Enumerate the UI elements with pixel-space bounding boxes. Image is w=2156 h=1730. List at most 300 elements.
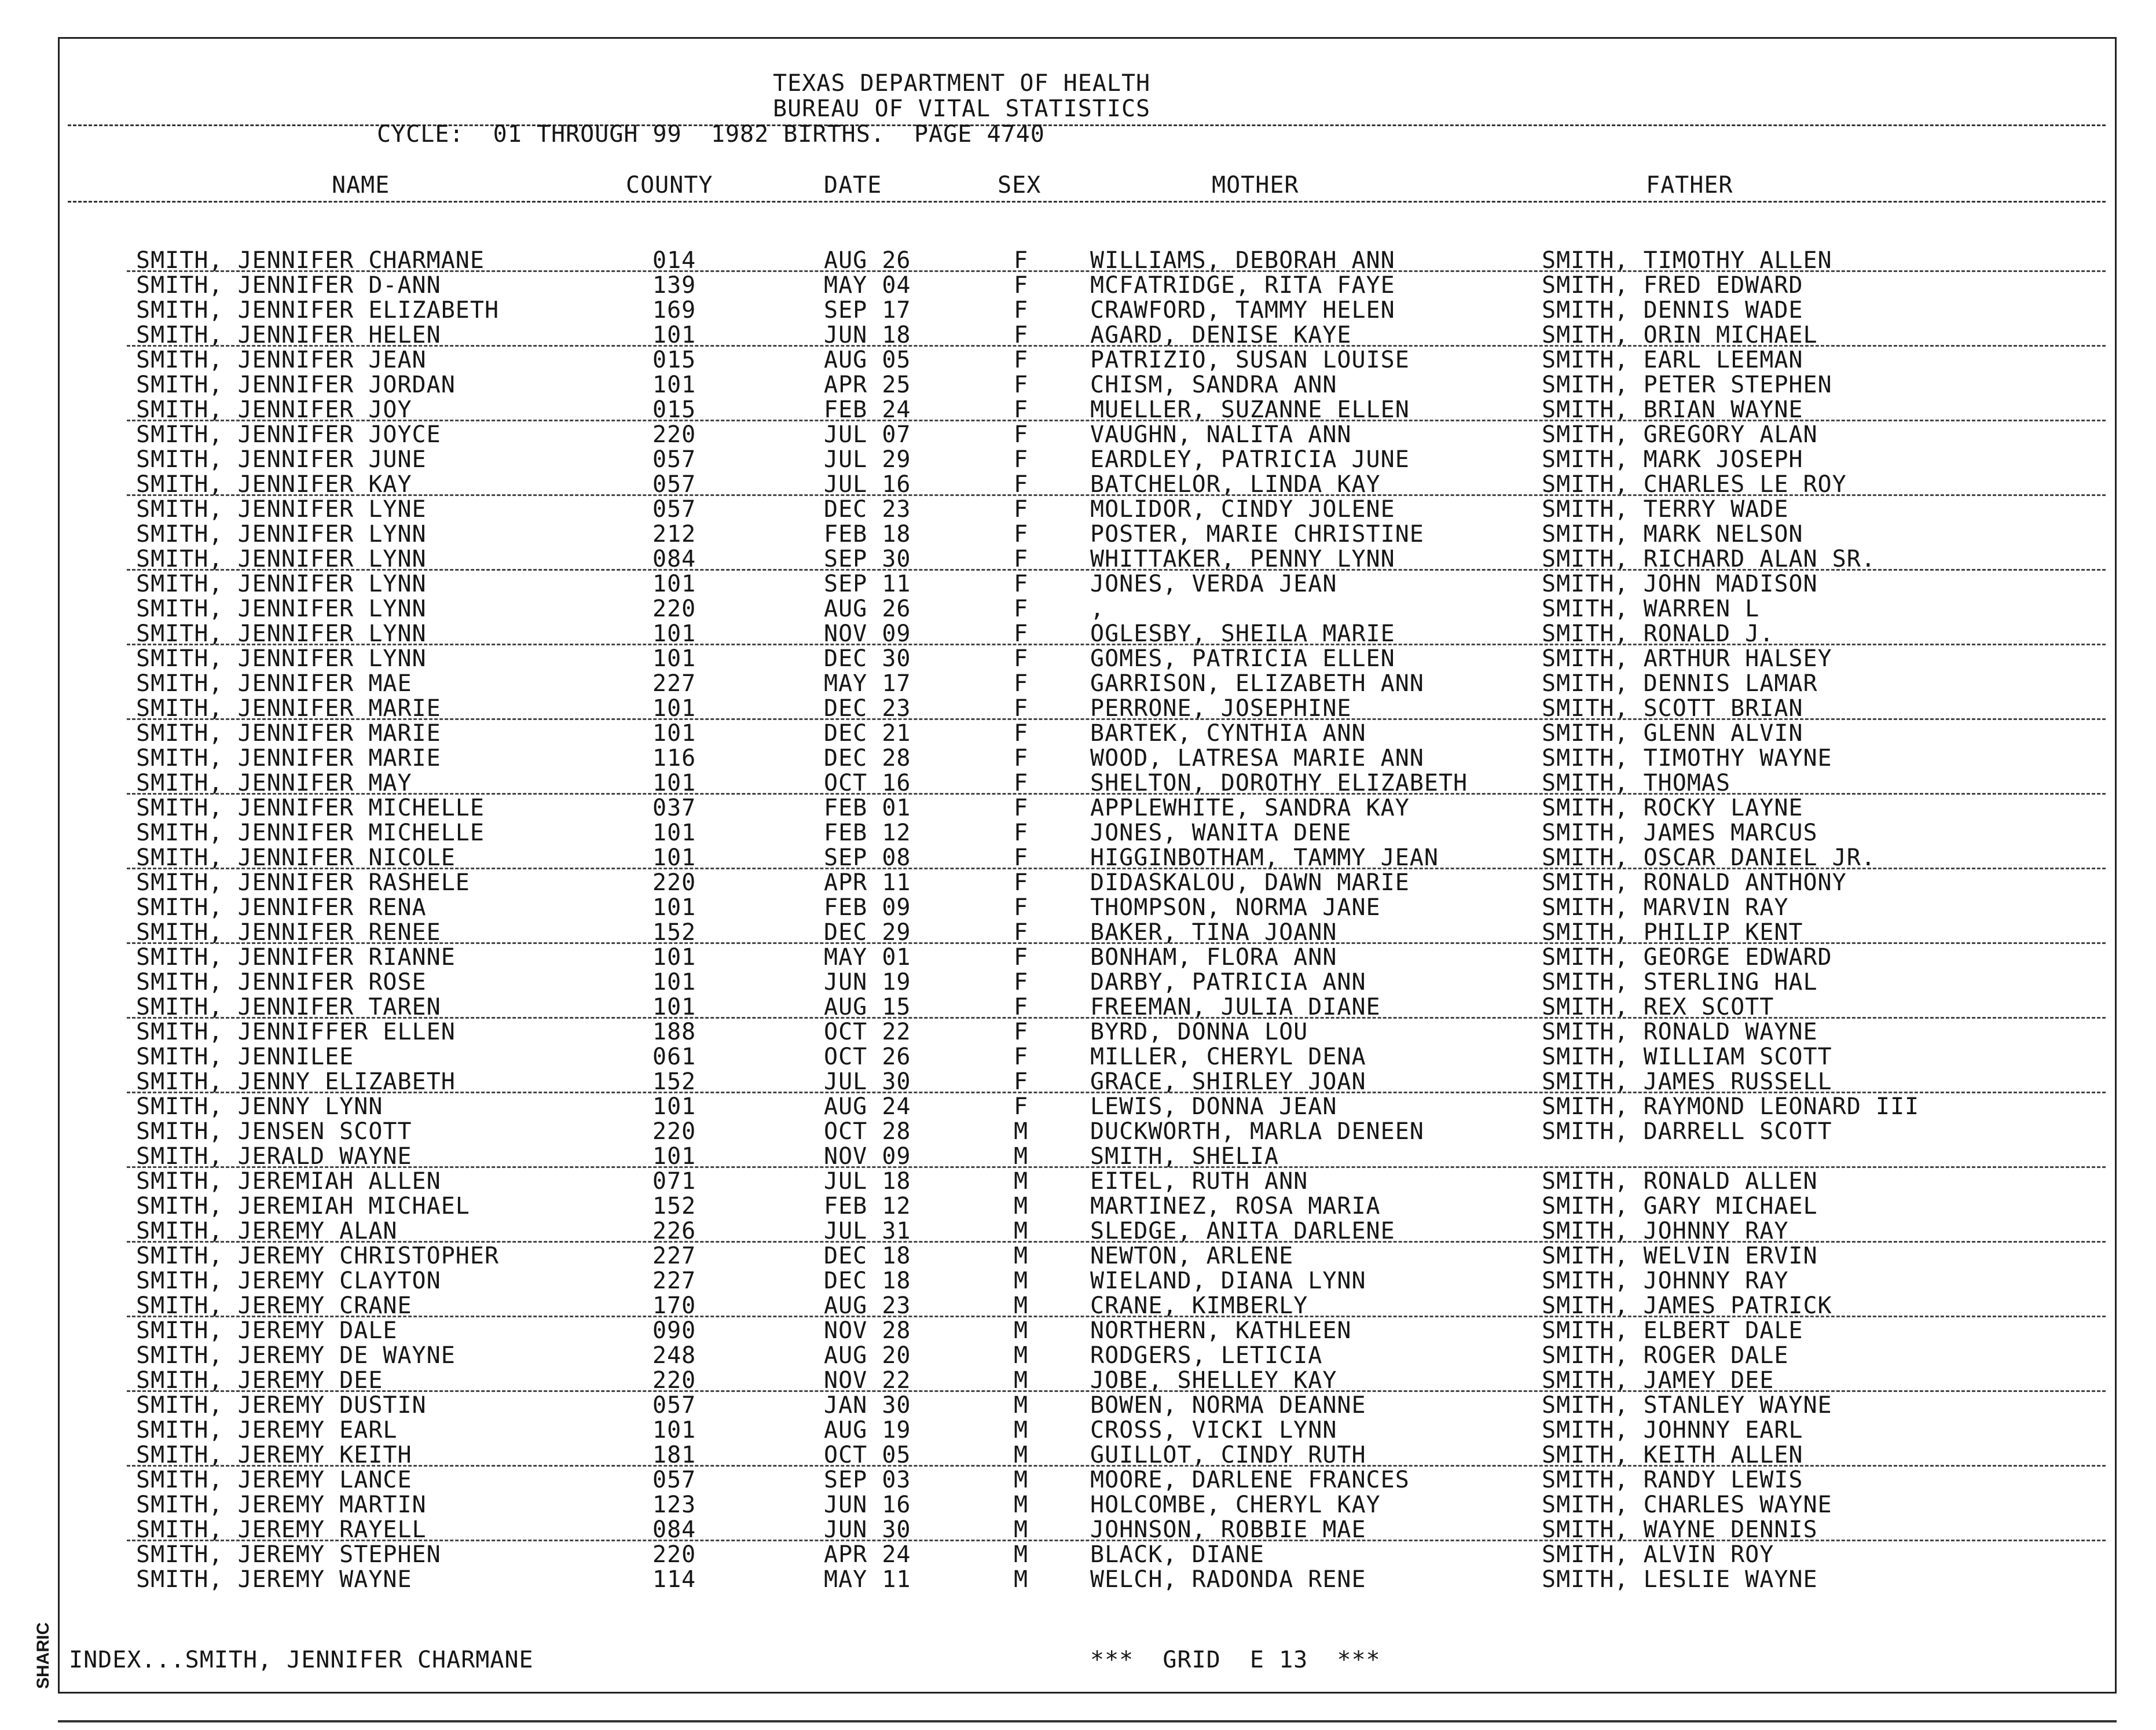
- cell-sex: F: [1014, 1068, 1029, 1095]
- cell-date: MAY 04: [824, 272, 911, 299]
- cell-county: 101: [652, 944, 696, 971]
- cell-name: SMITH, JERALD WAYNE: [136, 1143, 412, 1170]
- cell-father: SMITH, RONALD J.: [1542, 620, 1774, 647]
- cell-county: 057: [652, 1467, 696, 1493]
- cell-mother: BOWEN, NORMA DEANNE: [1090, 1392, 1366, 1419]
- cell-father: SMITH, STANLEY WAYNE: [1542, 1392, 1832, 1419]
- cell-mother: DARBY, PATRICIA ANN: [1090, 969, 1366, 996]
- side-label: SHARIC: [34, 1622, 53, 1689]
- table-row: [60, 796, 2118, 821]
- cell-sex: F: [1014, 396, 1029, 423]
- table-row: [60, 1468, 2118, 1493]
- cell-date: APR 25: [824, 372, 911, 398]
- cell-date: AUG 19: [824, 1417, 911, 1443]
- cell-name: SMITH, JENNIFER LYNN: [136, 620, 427, 647]
- cell-mother: WHITTAKER, PENNY LYNN: [1090, 546, 1395, 572]
- cell-mother: GOMES, PATRICIA ELLEN: [1090, 645, 1395, 672]
- table-row: [60, 472, 2118, 497]
- cell-county: 101: [652, 1143, 696, 1170]
- cell-date: JUL 31: [824, 1218, 911, 1244]
- cell-mother: DUCKWORTH, MARLA DENEEN: [1090, 1118, 1424, 1145]
- table-row: [60, 1119, 2118, 1144]
- table-row: [60, 547, 2118, 572]
- cell-father: SMITH, STERLING HAL: [1542, 969, 1818, 996]
- cell-father: SMITH, GARY MICHAEL: [1542, 1193, 1818, 1220]
- column-header-county: COUNTY: [626, 172, 713, 199]
- cell-mother: SMITH, SHELIA: [1090, 1143, 1279, 1170]
- cell-county: 152: [652, 1068, 696, 1095]
- cell-name: SMITH, JENNY ELIZABETH: [136, 1068, 456, 1095]
- cell-county: 101: [652, 844, 696, 871]
- cell-date: JUN 30: [824, 1516, 911, 1543]
- table-row: [60, 1493, 2118, 1518]
- cell-name: SMITH, JENNIFER D-ANN: [136, 272, 441, 299]
- cell-name: SMITH, JEREMY LANCE: [136, 1467, 412, 1493]
- cell-name: SMITH, JENNILEE: [136, 1044, 354, 1070]
- cell-county: 220: [652, 869, 696, 896]
- cell-sex: M: [1014, 1392, 1029, 1419]
- cell-county: 212: [652, 521, 696, 548]
- cell-father: SMITH, KEITH ALLEN: [1542, 1442, 1803, 1468]
- cell-sex: F: [1014, 1019, 1029, 1045]
- column-header-date: DATE: [824, 172, 882, 199]
- table-row: [60, 1094, 2118, 1119]
- cell-sex: M: [1014, 1193, 1029, 1220]
- cell-sex: F: [1014, 745, 1029, 772]
- cell-sex: F: [1014, 844, 1029, 871]
- cell-sex: F: [1014, 894, 1029, 921]
- cell-county: 188: [652, 1019, 696, 1045]
- cell-father: SMITH, REX SCOTT: [1542, 994, 1774, 1020]
- cell-father: SMITH, OSCAR DANIEL JR.: [1542, 844, 1876, 871]
- cell-name: SMITH, JENNIFER LYNN: [136, 571, 427, 597]
- cell-father: SMITH, ROGER DALE: [1542, 1342, 1789, 1369]
- cell-sex: M: [1014, 1268, 1029, 1294]
- table-row: [60, 597, 2118, 622]
- cell-county: 101: [652, 372, 696, 398]
- cell-county: 101: [652, 695, 696, 722]
- cell-father: SMITH, GLENN ALVIN: [1542, 720, 1803, 747]
- cell-date: FEB 24: [824, 396, 911, 423]
- table-row: [60, 1567, 2118, 1592]
- bottom-rule: [58, 1720, 2117, 1722]
- cell-sex: F: [1014, 770, 1029, 796]
- cell-mother: BYRD, DONNA LOU: [1090, 1019, 1308, 1045]
- cell-date: AUG 26: [824, 596, 911, 622]
- cell-mother: WIELAND, DIANA LYNN: [1090, 1268, 1366, 1294]
- cell-mother: NEWTON, ARLENE: [1090, 1243, 1294, 1269]
- cell-county: 101: [652, 994, 696, 1020]
- cell-county: 101: [652, 645, 696, 672]
- cell-date: JUN 16: [824, 1492, 911, 1518]
- cell-date: OCT 28: [824, 1118, 911, 1145]
- table-row: [60, 323, 2118, 348]
- cell-sex: F: [1014, 372, 1029, 398]
- cell-father: SMITH, CHARLES WAYNE: [1542, 1492, 1832, 1518]
- table-row: [60, 895, 2118, 920]
- cell-name: SMITH, JENNIFER MAY: [136, 770, 412, 796]
- cell-mother: BAKER, TINA JOANN: [1090, 919, 1337, 946]
- cell-county: 220: [652, 1367, 696, 1394]
- cell-date: NOV 09: [824, 1143, 911, 1170]
- cell-county: 071: [652, 1168, 696, 1195]
- cell-mother: EARDLEY, PATRICIA JUNE: [1090, 446, 1410, 473]
- cell-county: 181: [652, 1442, 696, 1468]
- cell-county: 220: [652, 421, 696, 448]
- cell-name: SMITH, JENNIFER RENEE: [136, 919, 441, 946]
- cell-name: SMITH, JEREMY CRANE: [136, 1292, 412, 1319]
- cell-mother: POSTER, MARIE CHRISTINE: [1090, 521, 1424, 548]
- cell-sex: M: [1014, 1168, 1029, 1195]
- cell-name: SMITH, JENNIFER MICHELLE: [136, 820, 485, 846]
- table-row: [60, 721, 2118, 746]
- cell-sex: F: [1014, 272, 1029, 299]
- cell-father: SMITH, JAMES RUSSELL: [1542, 1068, 1832, 1095]
- header-title: TEXAS DEPARTMENT OF HEALTH: [773, 70, 1151, 97]
- cell-sex: F: [1014, 994, 1029, 1020]
- cell-sex: M: [1014, 1417, 1029, 1443]
- cell-date: APR 24: [824, 1541, 911, 1568]
- table-row: [60, 746, 2118, 771]
- cell-date: NOV 28: [824, 1317, 911, 1344]
- cell-mother: MOLIDOR, CINDY JOLENE: [1090, 496, 1395, 523]
- cell-name: SMITH, JENNIFER MARIE: [136, 695, 441, 722]
- cell-date: AUG 05: [824, 347, 911, 373]
- table-row: [60, 1368, 2118, 1393]
- cell-sex: M: [1014, 1492, 1029, 1518]
- cell-mother: JONES, WANITA DENE: [1090, 820, 1352, 846]
- cell-father: SMITH, WELVIN ERVIN: [1542, 1243, 1818, 1269]
- cell-sex: F: [1014, 645, 1029, 672]
- cell-sex: F: [1014, 944, 1029, 971]
- cell-father: SMITH, CHARLES LE ROY: [1542, 471, 1847, 498]
- cell-date: JUL 16: [824, 471, 911, 498]
- table-row: [60, 348, 2118, 373]
- cell-mother: MUELLER, SUZANNE ELLEN: [1090, 396, 1410, 423]
- cell-date: DEC 23: [824, 695, 911, 722]
- table-row: [60, 1070, 2118, 1094]
- cell-mother: EITEL, RUTH ANN: [1090, 1168, 1308, 1195]
- cell-mother: MILLER, CHERYL DENA: [1090, 1044, 1366, 1070]
- cell-county: 057: [652, 496, 696, 523]
- table-row: [60, 1219, 2118, 1244]
- cell-sex: F: [1014, 969, 1029, 996]
- cell-mother: BLACK, DIANE: [1090, 1541, 1264, 1568]
- table-row: [60, 1244, 2118, 1269]
- cell-county: 152: [652, 1193, 696, 1220]
- cell-name: SMITH, JEREMIAH ALLEN: [136, 1168, 441, 1195]
- cell-county: 084: [652, 546, 696, 572]
- cell-mother: GARRISON, ELIZABETH ANN: [1090, 670, 1424, 697]
- cell-sex: F: [1014, 546, 1029, 572]
- cell-sex: M: [1014, 1442, 1029, 1468]
- table-row: [60, 298, 2118, 323]
- cell-date: DEC 29: [824, 919, 911, 946]
- cell-father: SMITH, ROCKY LAYNE: [1542, 795, 1803, 821]
- cell-county: 101: [652, 720, 696, 747]
- cell-county: 123: [652, 1492, 696, 1518]
- table-row: [60, 1393, 2118, 1418]
- cell-mother: JOBE, SHELLEY KAY: [1090, 1367, 1337, 1394]
- cell-name: SMITH, JEREMY DALE: [136, 1317, 398, 1344]
- cell-mother: CROSS, VICKI LYNN: [1090, 1417, 1337, 1443]
- cell-sex: M: [1014, 1243, 1029, 1269]
- cell-father: SMITH, JOHNNY EARL: [1542, 1417, 1803, 1443]
- column-header-sex: SEX: [998, 172, 1042, 199]
- cell-father: SMITH, BRIAN WAYNE: [1542, 396, 1803, 423]
- cell-county: 101: [652, 770, 696, 796]
- cell-name: SMITH, JEREMY CHRISTOPHER: [136, 1243, 500, 1269]
- cell-county: 014: [652, 247, 696, 274]
- cell-father: SMITH, WARREN L: [1542, 596, 1760, 622]
- cell-mother: HIGGINBOTHAM, TAMMY JEAN: [1090, 844, 1439, 871]
- cell-date: DEC 18: [824, 1268, 911, 1294]
- cell-sex: F: [1014, 820, 1029, 846]
- cell-county: 220: [652, 1541, 696, 1568]
- cell-name: SMITH, JEREMIAH MICHAEL: [136, 1193, 470, 1220]
- table-row: [60, 995, 2118, 1020]
- cell-date: JUN 18: [824, 322, 911, 348]
- column-header-mother: MOTHER: [1212, 172, 1299, 199]
- cell-date: DEC 21: [824, 720, 911, 747]
- cell-mother: GUILLOT, CINDY RUTH: [1090, 1442, 1366, 1468]
- cell-name: SMITH, JENNIFER MAE: [136, 670, 412, 697]
- index-footer: INDEX...SMITH, JENNIFER CHARMANE: [69, 1647, 534, 1673]
- cell-date: JUL 29: [824, 446, 911, 473]
- cell-date: JUL 07: [824, 421, 911, 448]
- cell-sex: M: [1014, 1541, 1029, 1568]
- cell-name: SMITH, JEREMY MARTIN: [136, 1492, 427, 1518]
- cell-name: SMITH, JENSEN SCOTT: [136, 1118, 412, 1145]
- cell-date: AUG 15: [824, 994, 911, 1020]
- table-row: [60, 1518, 2118, 1542]
- cell-father: SMITH, LESLIE WAYNE: [1542, 1566, 1818, 1593]
- cell-date: OCT 16: [824, 770, 911, 796]
- cell-sex: F: [1014, 446, 1029, 473]
- table-row: [60, 671, 2118, 696]
- cell-sex: F: [1014, 521, 1029, 548]
- cell-name: SMITH, JENNIFER LYNN: [136, 596, 427, 622]
- cell-date: AUG 26: [824, 247, 911, 274]
- grid-footer: *** GRID E 13 ***: [1090, 1647, 1381, 1673]
- cell-sex: F: [1014, 695, 1029, 722]
- cell-county: 084: [652, 1516, 696, 1543]
- cell-father: SMITH, ORIN MICHAEL: [1542, 322, 1818, 348]
- cell-name: SMITH, JEREMY CLAYTON: [136, 1268, 441, 1294]
- table-row: [60, 1294, 2118, 1318]
- table-row: [60, 1343, 2118, 1368]
- cell-date: DEC 18: [824, 1243, 911, 1269]
- cell-county: 169: [652, 297, 696, 324]
- cell-mother: HOLCOMBE, CHERYL KAY: [1090, 1492, 1381, 1518]
- cell-county: 220: [652, 1118, 696, 1145]
- table-row: [60, 647, 2118, 671]
- table-row: [60, 497, 2118, 522]
- cell-father: SMITH, RONALD ALLEN: [1542, 1168, 1818, 1195]
- cell-name: SMITH, JENNIFER LYNN: [136, 645, 427, 672]
- cell-name: SMITH, JENNIFER LYNE: [136, 496, 427, 523]
- document-frame: [58, 37, 2117, 1694]
- cell-mother: CHISM, SANDRA ANN: [1090, 372, 1337, 398]
- cell-sex: F: [1014, 297, 1029, 324]
- cell-sex: F: [1014, 869, 1029, 896]
- cell-date: MAY 17: [824, 670, 911, 697]
- table-row: [60, 622, 2118, 647]
- table-row: [60, 1045, 2118, 1070]
- cell-date: DEC 30: [824, 645, 911, 672]
- cell-name: SMITH, JENNIFFER ELLEN: [136, 1019, 456, 1045]
- cell-name: SMITH, JENNIFER JOY: [136, 396, 412, 423]
- cell-name: SMITH, JENNIFER MARIE: [136, 720, 441, 747]
- cell-date: SEP 11: [824, 571, 911, 597]
- cell-sex: M: [1014, 1342, 1029, 1369]
- cell-date: JUN 19: [824, 969, 911, 996]
- cell-sex: F: [1014, 471, 1029, 498]
- cell-father: SMITH, JAMES PATRICK: [1542, 1292, 1832, 1319]
- table-row: [60, 1418, 2118, 1443]
- cell-father: SMITH, ALVIN ROY: [1542, 1541, 1774, 1568]
- cell-county: 227: [652, 670, 696, 697]
- cell-mother: MCFATRIDGE, RITA FAYE: [1090, 272, 1395, 299]
- cell-father: SMITH, SCOTT BRIAN: [1542, 695, 1803, 722]
- cell-sex: F: [1014, 347, 1029, 373]
- cell-county: 220: [652, 596, 696, 622]
- cell-mother: OGLESBY, SHEILA MARIE: [1090, 620, 1395, 647]
- cell-name: SMITH, JENNIFER JUNE: [136, 446, 427, 473]
- cell-date: SEP 17: [824, 297, 911, 324]
- table-row: [60, 1269, 2118, 1294]
- cell-county: 226: [652, 1218, 696, 1244]
- cell-name: SMITH, JENNIFER CHARMANE: [136, 247, 485, 274]
- table-row: [60, 821, 2118, 846]
- cell-date: FEB 01: [824, 795, 911, 821]
- cell-father: SMITH, PHILIP KENT: [1542, 919, 1803, 946]
- cell-county: 057: [652, 1392, 696, 1419]
- cell-sex: F: [1014, 247, 1029, 274]
- cell-name: SMITH, JENNIFER RENA: [136, 894, 427, 921]
- cell-county: 139: [652, 272, 696, 299]
- table-row: [60, 398, 2118, 423]
- cell-father: SMITH, DARRELL SCOTT: [1542, 1118, 1832, 1145]
- cell-mother: JOHNSON, ROBBIE MAE: [1090, 1516, 1366, 1543]
- table-row: [60, 423, 2118, 447]
- cell-mother: CRAWFORD, TAMMY HELEN: [1090, 297, 1395, 324]
- cell-date: DEC 28: [824, 745, 911, 772]
- cell-name: SMITH, JEREMY KEITH: [136, 1442, 412, 1468]
- table-row: [60, 696, 2118, 721]
- cell-father: SMITH, ARTHUR HALSEY: [1542, 645, 1832, 672]
- cell-mother: THOMPSON, NORMA JANE: [1090, 894, 1381, 921]
- table-row: [60, 248, 2118, 273]
- cell-date: FEB 09: [824, 894, 911, 921]
- cell-father: SMITH, EARL LEEMAN: [1542, 347, 1803, 373]
- cell-mother: SHELTON, DOROTHY ELIZABETH: [1090, 770, 1468, 796]
- cell-name: SMITH, JENNY LYNN: [136, 1093, 383, 1120]
- cell-date: SEP 03: [824, 1467, 911, 1493]
- cell-sex: F: [1014, 670, 1029, 697]
- cell-mother: ,: [1090, 596, 1105, 622]
- cell-father: SMITH, TIMOTHY WAYNE: [1542, 745, 1832, 772]
- cell-date: OCT 05: [824, 1442, 911, 1468]
- cell-name: SMITH, JEREMY DUSTIN: [136, 1392, 427, 1419]
- cell-county: 101: [652, 1093, 696, 1120]
- cell-mother: PERRONE, JOSEPHINE: [1090, 695, 1352, 722]
- cell-father: SMITH, GREGORY ALAN: [1542, 421, 1818, 448]
- table-row: [60, 1542, 2118, 1567]
- cell-county: 057: [652, 446, 696, 473]
- cell-mother: JONES, VERDA JEAN: [1090, 571, 1337, 597]
- cell-county: 061: [652, 1044, 696, 1070]
- cell-county: 101: [652, 620, 696, 647]
- cell-county: 101: [652, 820, 696, 846]
- cell-name: SMITH, JENNIFER ELIZABETH: [136, 297, 500, 324]
- cell-name: SMITH, JEREMY EARL: [136, 1417, 398, 1443]
- cell-county: 248: [652, 1342, 696, 1369]
- cell-mother: AGARD, DENISE KAYE: [1090, 322, 1352, 348]
- cell-county: 015: [652, 347, 696, 373]
- cell-sex: F: [1014, 795, 1029, 821]
- cell-father: SMITH, FRED EDWARD: [1542, 272, 1803, 299]
- cell-name: SMITH, JEREMY DE WAYNE: [136, 1342, 456, 1369]
- cell-father: SMITH, JAMES MARCUS: [1542, 820, 1818, 846]
- cell-name: SMITH, JENNIFER MICHELLE: [136, 795, 485, 821]
- cell-sex: F: [1014, 620, 1029, 647]
- cell-name: SMITH, JENNIFER RIANNE: [136, 944, 456, 971]
- cell-name: SMITH, JENNIFER HELEN: [136, 322, 441, 348]
- cell-sex: M: [1014, 1218, 1029, 1244]
- cell-sex: M: [1014, 1516, 1029, 1543]
- cell-father: SMITH, MARK NELSON: [1542, 521, 1803, 548]
- cell-date: APR 11: [824, 869, 911, 896]
- cell-date: OCT 26: [824, 1044, 911, 1070]
- table-row: [60, 771, 2118, 796]
- cell-father: SMITH, GEORGE EDWARD: [1542, 944, 1832, 971]
- cell-date: SEP 08: [824, 844, 911, 871]
- cell-mother: BARTEK, CYNTHIA ANN: [1090, 720, 1366, 747]
- cell-date: FEB 12: [824, 1193, 911, 1220]
- cell-county: 015: [652, 396, 696, 423]
- cell-date: JUL 18: [824, 1168, 911, 1195]
- table-row: [60, 846, 2118, 870]
- cell-father: SMITH, RAYMOND LEONARD III: [1542, 1093, 1920, 1120]
- table-row: [60, 522, 2118, 547]
- cell-father: SMITH, RONALD WAYNE: [1542, 1019, 1818, 1045]
- cell-sex: M: [1014, 1317, 1029, 1344]
- table-row: [60, 945, 2118, 970]
- cell-mother: WELCH, RADONDA RENE: [1090, 1566, 1366, 1593]
- cell-father: SMITH, TERRY WADE: [1542, 496, 1789, 523]
- cell-name: SMITH, JENNIFER LYNN: [136, 546, 427, 572]
- cell-mother: BATCHELOR, LINDA KAY: [1090, 471, 1381, 498]
- cell-date: AUG 23: [824, 1292, 911, 1319]
- cell-date: OCT 22: [824, 1019, 911, 1045]
- cell-father: SMITH, THOMAS: [1542, 770, 1731, 796]
- cell-county: 227: [652, 1268, 696, 1294]
- cell-sex: M: [1014, 1367, 1029, 1394]
- cell-father: SMITH, WILLIAM SCOTT: [1542, 1044, 1832, 1070]
- table-row: [60, 373, 2118, 398]
- cell-name: SMITH, JENNIFER JOYCE: [136, 421, 441, 448]
- table-row: [60, 572, 2118, 597]
- table-row: [60, 447, 2118, 472]
- cell-mother: WOOD, LATRESA MARIE ANN: [1090, 745, 1424, 772]
- cell-county: 090: [652, 1317, 696, 1344]
- cell-date: JUL 30: [824, 1068, 911, 1095]
- cell-sex: F: [1014, 1093, 1029, 1120]
- cell-mother: GRACE, SHIRLEY JOAN: [1090, 1068, 1366, 1095]
- column-header-name: NAME: [332, 172, 390, 199]
- cell-mother: VAUGHN, NALITA ANN: [1090, 421, 1352, 448]
